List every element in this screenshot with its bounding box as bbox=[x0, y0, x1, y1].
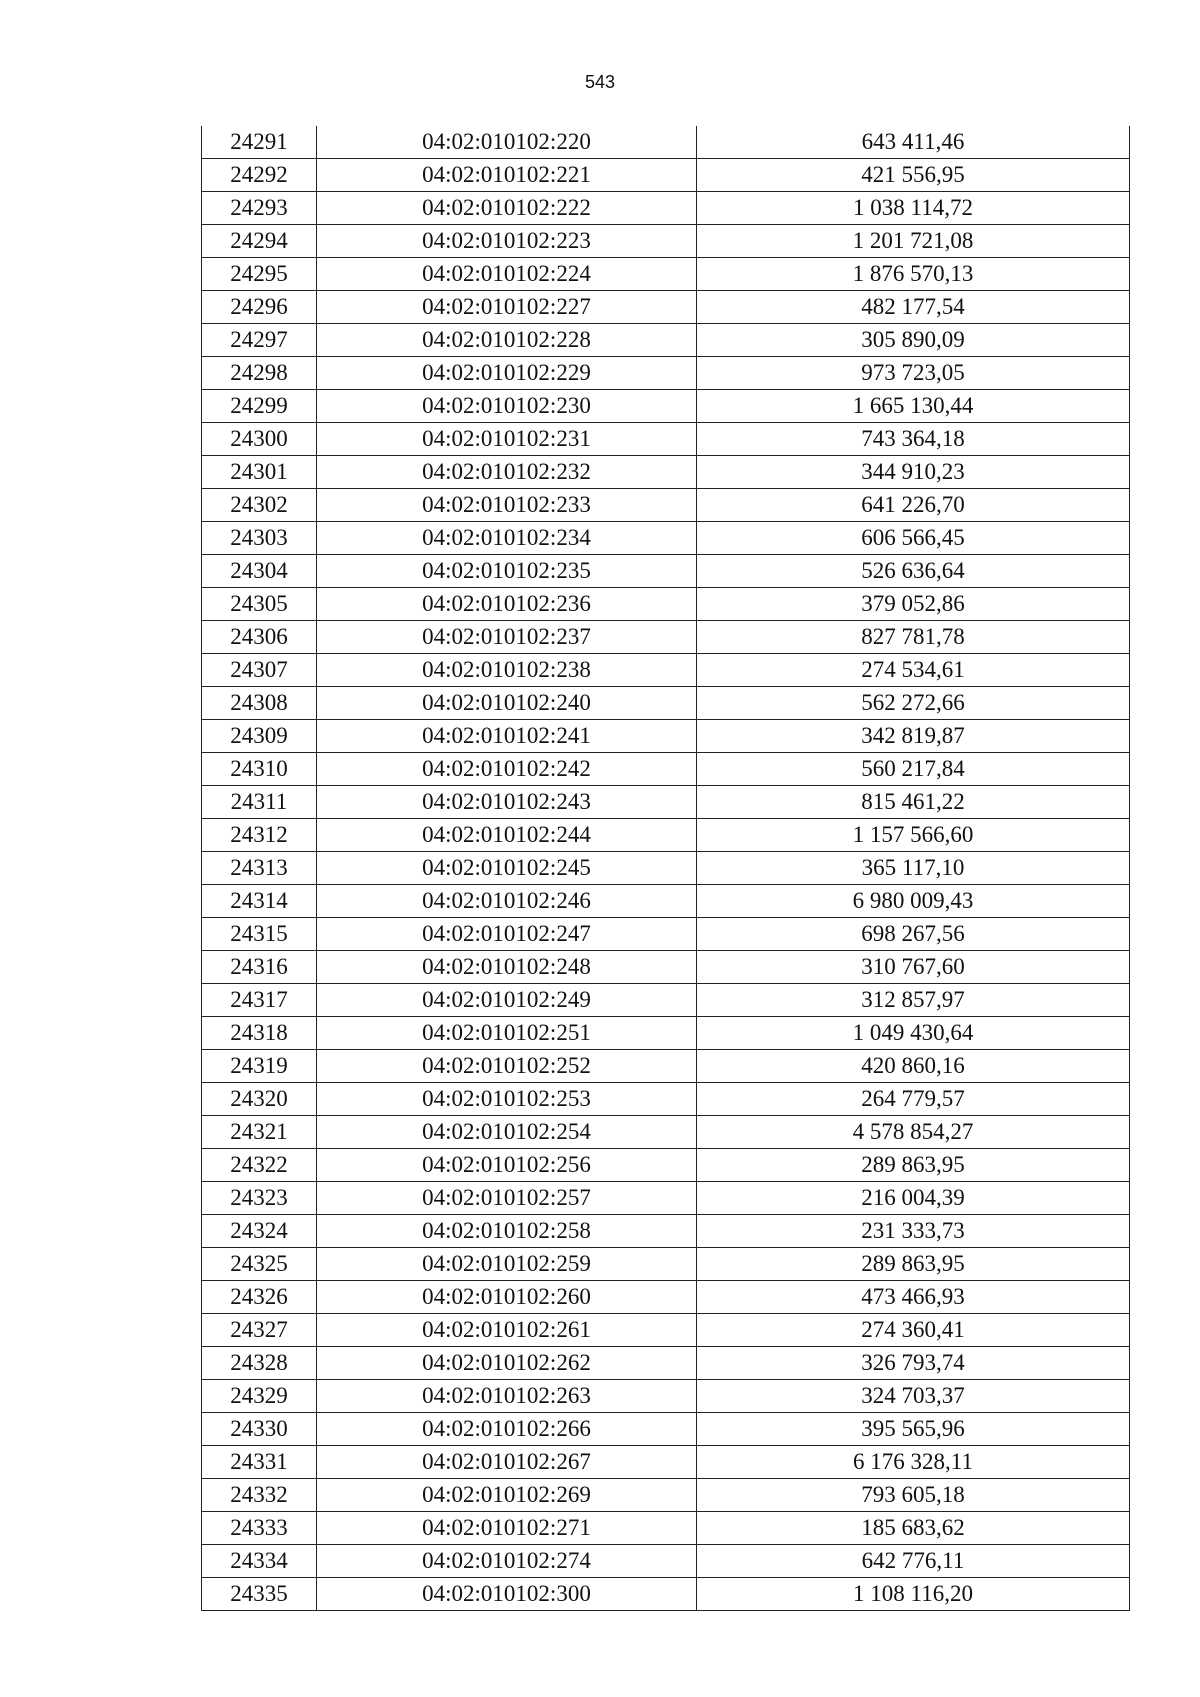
row-number-cell: 24314 bbox=[202, 885, 317, 918]
cadastral-value-cell: 6 176 328,11 bbox=[697, 1446, 1130, 1479]
table-row bbox=[202, 291, 1130, 324]
row-number-cell: 24328 bbox=[202, 1347, 317, 1380]
row-number-cell: 24329 bbox=[202, 1380, 317, 1413]
row-number-cell: 24332 bbox=[202, 1479, 317, 1512]
cadastral-value-cell: 342 819,87 bbox=[697, 720, 1130, 753]
cadastral-number-cell: 04:02:010102:257 bbox=[317, 1182, 697, 1215]
cadastral-number-cell: 04:02:010102:228 bbox=[317, 324, 697, 357]
table-row bbox=[202, 918, 1130, 951]
cadastral-value-table bbox=[201, 126, 1130, 1611]
cadastral-number-cell: 04:02:010102:274 bbox=[317, 1545, 697, 1578]
cadastral-number-cell: 04:02:010102:271 bbox=[317, 1512, 697, 1545]
table-row bbox=[202, 1017, 1130, 1050]
cadastral-value-cell: 274 360,41 bbox=[697, 1314, 1130, 1347]
cadastral-number-cell: 04:02:010102:235 bbox=[317, 555, 697, 588]
cadastral-value-cell: 473 466,93 bbox=[697, 1281, 1130, 1314]
row-number-cell: 24331 bbox=[202, 1446, 317, 1479]
cadastral-number-cell: 04:02:010102:240 bbox=[317, 687, 697, 720]
cadastral-value-cell: 379 052,86 bbox=[697, 588, 1130, 621]
cadastral-number-cell: 04:02:010102:267 bbox=[317, 1446, 697, 1479]
cadastral-number-cell: 04:02:010102:231 bbox=[317, 423, 697, 456]
cadastral-value-cell: 1 157 566,60 bbox=[697, 819, 1130, 852]
row-number-cell: 24316 bbox=[202, 951, 317, 984]
cadastral-value-cell: 4 578 854,27 bbox=[697, 1116, 1130, 1149]
cadastral-value-cell: 562 272,66 bbox=[697, 687, 1130, 720]
cadastral-number-cell: 04:02:010102:251 bbox=[317, 1017, 697, 1050]
cadastral-number-cell: 04:02:010102:252 bbox=[317, 1050, 697, 1083]
table-row bbox=[202, 687, 1130, 720]
cadastral-value-cell: 643 411,46 bbox=[697, 126, 1130, 159]
table-row bbox=[202, 1380, 1130, 1413]
row-number-cell: 24294 bbox=[202, 225, 317, 258]
cadastral-number-cell: 04:02:010102:256 bbox=[317, 1149, 697, 1182]
cadastral-number-cell: 04:02:010102:221 bbox=[317, 159, 697, 192]
cadastral-value-cell: 395 565,96 bbox=[697, 1413, 1130, 1446]
table-row bbox=[202, 951, 1130, 984]
cadastral-number-cell: 04:02:010102:232 bbox=[317, 456, 697, 489]
cadastral-value-cell: 264 779,57 bbox=[697, 1083, 1130, 1116]
row-number-cell: 24317 bbox=[202, 984, 317, 1017]
cadastral-number-cell: 04:02:010102:230 bbox=[317, 390, 697, 423]
table-row bbox=[202, 819, 1130, 852]
row-number-cell: 24292 bbox=[202, 159, 317, 192]
row-number-cell: 24327 bbox=[202, 1314, 317, 1347]
table-row bbox=[202, 720, 1130, 753]
cadastral-value-cell: 6 980 009,43 bbox=[697, 885, 1130, 918]
cadastral-value-cell: 289 863,95 bbox=[697, 1149, 1130, 1182]
cadastral-number-cell: 04:02:010102:242 bbox=[317, 753, 697, 786]
table-row bbox=[202, 1083, 1130, 1116]
row-number-cell: 24309 bbox=[202, 720, 317, 753]
cadastral-number-cell: 04:02:010102:269 bbox=[317, 1479, 697, 1512]
table-row bbox=[202, 324, 1130, 357]
table-row bbox=[202, 1116, 1130, 1149]
cadastral-value-cell: 231 333,73 bbox=[697, 1215, 1130, 1248]
table-row bbox=[202, 588, 1130, 621]
cadastral-value-cell: 185 683,62 bbox=[697, 1512, 1130, 1545]
cadastral-number-cell: 04:02:010102:238 bbox=[317, 654, 697, 687]
row-number-cell: 24308 bbox=[202, 687, 317, 720]
row-number-cell: 24324 bbox=[202, 1215, 317, 1248]
cadastral-number-cell: 04:02:010102:241 bbox=[317, 720, 697, 753]
table-row bbox=[202, 753, 1130, 786]
table-row bbox=[202, 522, 1130, 555]
row-number-cell: 24304 bbox=[202, 555, 317, 588]
cadastral-value-cell: 560 217,84 bbox=[697, 753, 1130, 786]
cadastral-value-cell: 526 636,64 bbox=[697, 555, 1130, 588]
row-number-cell: 24320 bbox=[202, 1083, 317, 1116]
cadastral-value-cell: 274 534,61 bbox=[697, 654, 1130, 687]
cadastral-value-cell: 815 461,22 bbox=[697, 786, 1130, 819]
table-row bbox=[202, 258, 1130, 291]
cadastral-value-cell: 827 781,78 bbox=[697, 621, 1130, 654]
cadastral-value-cell: 216 004,39 bbox=[697, 1182, 1130, 1215]
cadastral-number-cell: 04:02:010102:234 bbox=[317, 522, 697, 555]
cadastral-number-cell: 04:02:010102:227 bbox=[317, 291, 697, 324]
table-row bbox=[202, 456, 1130, 489]
table-row bbox=[202, 357, 1130, 390]
cadastral-number-cell: 04:02:010102:262 bbox=[317, 1347, 697, 1380]
cadastral-value-cell: 326 793,74 bbox=[697, 1347, 1130, 1380]
table-row bbox=[202, 1446, 1130, 1479]
row-number-cell: 24334 bbox=[202, 1545, 317, 1578]
cadastral-number-cell: 04:02:010102:253 bbox=[317, 1083, 697, 1116]
table-row bbox=[202, 1347, 1130, 1380]
cadastral-number-cell: 04:02:010102:243 bbox=[317, 786, 697, 819]
row-number-cell: 24305 bbox=[202, 588, 317, 621]
cadastral-value-cell: 973 723,05 bbox=[697, 357, 1130, 390]
cadastral-value-cell: 743 364,18 bbox=[697, 423, 1130, 456]
row-number-cell: 24291 bbox=[202, 126, 317, 159]
cadastral-value-cell: 289 863,95 bbox=[697, 1248, 1130, 1281]
row-number-cell: 24312 bbox=[202, 819, 317, 852]
table-row bbox=[202, 423, 1130, 456]
cadastral-number-cell: 04:02:010102:229 bbox=[317, 357, 697, 390]
table-row bbox=[202, 1314, 1130, 1347]
row-number-cell: 24335 bbox=[202, 1578, 317, 1611]
table-row bbox=[202, 1248, 1130, 1281]
page-number: 543 bbox=[584, 72, 616, 92]
row-number-cell: 24313 bbox=[202, 852, 317, 885]
cadastral-value-cell: 1 108 116,20 bbox=[697, 1578, 1130, 1611]
cadastral-value-cell: 641 226,70 bbox=[697, 489, 1130, 522]
table-row bbox=[202, 126, 1130, 159]
table-row bbox=[202, 1413, 1130, 1446]
row-number-cell: 24323 bbox=[202, 1182, 317, 1215]
table-row bbox=[202, 555, 1130, 588]
cadastral-value-cell: 305 890,09 bbox=[697, 324, 1130, 357]
cadastral-value-cell: 698 267,56 bbox=[697, 918, 1130, 951]
table-row bbox=[202, 885, 1130, 918]
table-row bbox=[202, 1215, 1130, 1248]
cadastral-number-cell: 04:02:010102:254 bbox=[317, 1116, 697, 1149]
cadastral-value-cell: 642 776,11 bbox=[697, 1545, 1130, 1578]
cadastral-number-cell: 04:02:010102:258 bbox=[317, 1215, 697, 1248]
cadastral-number-cell: 04:02:010102:266 bbox=[317, 1413, 697, 1446]
table-row bbox=[202, 225, 1130, 258]
table-row bbox=[202, 1479, 1130, 1512]
cadastral-number-cell: 04:02:010102:224 bbox=[317, 258, 697, 291]
row-number-cell: 24301 bbox=[202, 456, 317, 489]
table-row bbox=[202, 1545, 1130, 1578]
table-row bbox=[202, 621, 1130, 654]
cadastral-value-cell: 1 665 130,44 bbox=[697, 390, 1130, 423]
row-number-cell: 24326 bbox=[202, 1281, 317, 1314]
row-number-cell: 24319 bbox=[202, 1050, 317, 1083]
cadastral-number-cell: 04:02:010102:237 bbox=[317, 621, 697, 654]
cadastral-value-cell: 421 556,95 bbox=[697, 159, 1130, 192]
table-row bbox=[202, 390, 1130, 423]
row-number-cell: 24325 bbox=[202, 1248, 317, 1281]
row-number-cell: 24315 bbox=[202, 918, 317, 951]
cadastral-number-cell: 04:02:010102:220 bbox=[317, 126, 697, 159]
cadastral-number-cell: 04:02:010102:300 bbox=[317, 1578, 697, 1611]
cadastral-value-cell: 324 703,37 bbox=[697, 1380, 1130, 1413]
table-body bbox=[202, 126, 1130, 1611]
row-number-cell: 24321 bbox=[202, 1116, 317, 1149]
row-number-cell: 24330 bbox=[202, 1413, 317, 1446]
row-number-cell: 24311 bbox=[202, 786, 317, 819]
table-row bbox=[202, 1149, 1130, 1182]
cadastral-value-cell: 365 117,10 bbox=[697, 852, 1130, 885]
table-row bbox=[202, 159, 1130, 192]
row-number-cell: 24333 bbox=[202, 1512, 317, 1545]
row-number-cell: 24300 bbox=[202, 423, 317, 456]
cadastral-number-cell: 04:02:010102:263 bbox=[317, 1380, 697, 1413]
table-row bbox=[202, 852, 1130, 885]
cadastral-value-cell: 606 566,45 bbox=[697, 522, 1130, 555]
row-number-cell: 24310 bbox=[202, 753, 317, 786]
cadastral-number-cell: 04:02:010102:248 bbox=[317, 951, 697, 984]
cadastral-number-cell: 04:02:010102:222 bbox=[317, 192, 697, 225]
row-number-cell: 24307 bbox=[202, 654, 317, 687]
cadastral-number-cell: 04:02:010102:246 bbox=[317, 885, 697, 918]
table-row bbox=[202, 1512, 1130, 1545]
cadastral-number-cell: 04:02:010102:244 bbox=[317, 819, 697, 852]
table-row bbox=[202, 786, 1130, 819]
row-number-cell: 24318 bbox=[202, 1017, 317, 1050]
cadastral-number-cell: 04:02:010102:259 bbox=[317, 1248, 697, 1281]
cadastral-value-cell: 482 177,54 bbox=[697, 291, 1130, 324]
cadastral-number-cell: 04:02:010102:249 bbox=[317, 984, 697, 1017]
table-row bbox=[202, 1182, 1130, 1215]
table-row bbox=[202, 1281, 1130, 1314]
table-row bbox=[202, 984, 1130, 1017]
row-number-cell: 24298 bbox=[202, 357, 317, 390]
cadastral-value-cell: 1 038 114,72 bbox=[697, 192, 1130, 225]
row-number-cell: 24302 bbox=[202, 489, 317, 522]
cadastral-value-cell: 420 860,16 bbox=[697, 1050, 1130, 1083]
table-row bbox=[202, 489, 1130, 522]
table-row bbox=[202, 1050, 1130, 1083]
cadastral-value-cell: 1 201 721,08 bbox=[697, 225, 1130, 258]
cadastral-number-cell: 04:02:010102:223 bbox=[317, 225, 697, 258]
table-row bbox=[202, 192, 1130, 225]
cadastral-number-cell: 04:02:010102:245 bbox=[317, 852, 697, 885]
cadastral-value-cell: 310 767,60 bbox=[697, 951, 1130, 984]
cadastral-value-cell: 1 049 430,64 bbox=[697, 1017, 1130, 1050]
cadastral-value-cell: 1 876 570,13 bbox=[697, 258, 1130, 291]
row-number-cell: 24295 bbox=[202, 258, 317, 291]
cadastral-value-cell: 312 857,97 bbox=[697, 984, 1130, 1017]
cadastral-number-cell: 04:02:010102:236 bbox=[317, 588, 697, 621]
row-number-cell: 24297 bbox=[202, 324, 317, 357]
row-number-cell: 24322 bbox=[202, 1149, 317, 1182]
cadastral-number-cell: 04:02:010102:233 bbox=[317, 489, 697, 522]
cadastral-number-cell: 04:02:010102:247 bbox=[317, 918, 697, 951]
cadastral-value-cell: 344 910,23 bbox=[697, 456, 1130, 489]
cadastral-number-cell: 04:02:010102:261 bbox=[317, 1314, 697, 1347]
table-row bbox=[202, 654, 1130, 687]
row-number-cell: 24296 bbox=[202, 291, 317, 324]
cadastral-value-cell: 793 605,18 bbox=[697, 1479, 1130, 1512]
table-row bbox=[202, 1578, 1130, 1611]
row-number-cell: 24293 bbox=[202, 192, 317, 225]
cadastral-number-cell: 04:02:010102:260 bbox=[317, 1281, 697, 1314]
row-number-cell: 24306 bbox=[202, 621, 317, 654]
row-number-cell: 24303 bbox=[202, 522, 317, 555]
row-number-cell: 24299 bbox=[202, 390, 317, 423]
